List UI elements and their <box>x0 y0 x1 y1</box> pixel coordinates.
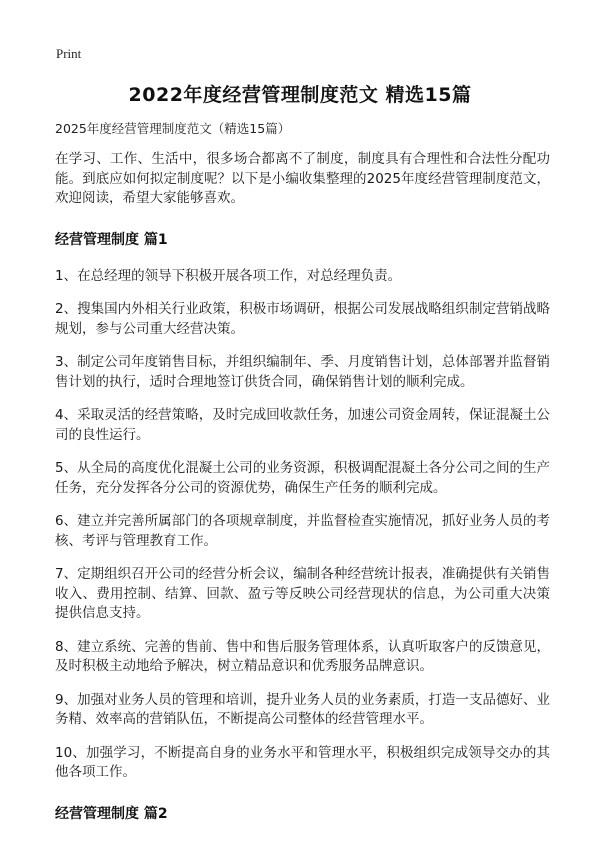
page-title: 2022年度经营管理制度范文 精选15篇 <box>128 84 472 106</box>
print-link[interactable]: Print <box>56 46 82 61</box>
section-heading-1: 经营管理制度 篇1 <box>55 231 168 248</box>
list-item: 1、在总经理的领导下积极开展各项工作，对总经理负责。 <box>55 267 402 284</box>
list-item: 5、从全局的高度优化混凝土公司的业务资源，积极调配混凝土各分公司之间的生产任务，充分发挥各分公司的资源优势，确保生产任务的顺利完成。 <box>55 460 550 496</box>
list-item: 9、加强对业务人员的管理和培训，提升业务人员的业务素质，打造一支品德好、业务精、效率高的营销队伍，不断提高公司整体的经营管理水平。 <box>55 691 550 727</box>
list-item: 8、建立系统、完善的售前、售中和售后服务管理体系，认真听取客户的反馈意见，及时积极主动地给予解决，树立精品意识和优秀服务品牌意识。 <box>55 638 550 674</box>
document-body <box>55 120 550 841</box>
list-item: 4、采取灵活的经营策略，及时完成回收款任务，加速公司资金周转，保证混凝土公司的良性运行。 <box>55 407 550 443</box>
intro-paragraph: 在学习、工作、生活中，很多场合都离不了制度，制度具有合理性和合法性分配功能。到底应如何拟定制度呢？以下是小编收集整理的2025年度经营管理制度范文，欢迎阅读，希望大家能够喜欢。 <box>55 151 550 206</box>
document-subtitle: 2025年度经营管理制度范文（精选15篇） <box>55 121 291 136</box>
list-item: 6、建立并完善所属部门的各项规章制度，并监督检查实施情况，抓好业务人员的考核、考评与管理教育工作。 <box>55 513 550 549</box>
list-item: 10、加强学习，不断提高自身的业务水平和管理水平，积极组织完成领导交办的其他各项工作。 <box>55 744 550 780</box>
list-item: 2、搜集国内外相关行业政策，积极市场调研，根据公司发展战略组织制定营销战略规划，参与公司重大经营决策。 <box>55 301 550 337</box>
section-heading-2: 经营管理制度 篇2 <box>55 805 168 822</box>
list-item: 7、定期组织召开公司的经营分析会议，编制各种经营统计报表，准确提供有关销售收入、费用控制、结算、回款、盈亏等反映公司经营现状的信息，为公司重大决策提供信息支持。 <box>55 566 550 621</box>
list-item: 3、制定公司年度销售目标，并组织编制年、季、月度销售计划，总体部署并监督销售计划的执行，适时合理地签订供货合同，确保销售计划的顺利完成。 <box>55 354 550 390</box>
